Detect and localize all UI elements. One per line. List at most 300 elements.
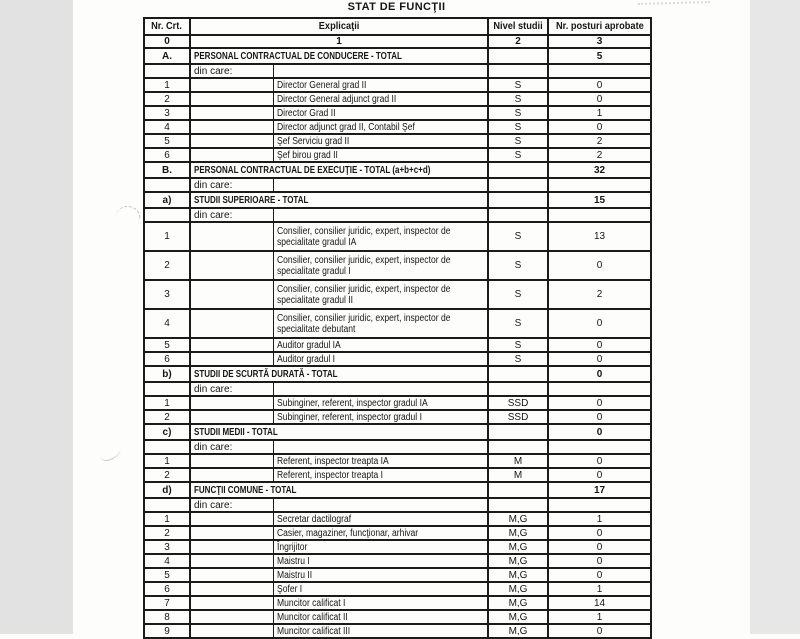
- table-row: [144, 498, 651, 512]
- study-level-cell: [488, 280, 548, 309]
- approved-posts-cell: [548, 251, 651, 280]
- explanation-cell: [273, 352, 488, 366]
- study-level-cell-text: M,G: [508, 597, 528, 609]
- explanation-cell-text: PERSONAL CONTRACTUAL DE CONDUCERE - TOTAL: [194, 50, 402, 62]
- row-number-cell: [144, 582, 190, 596]
- scan-margin-right: [750, 0, 800, 634]
- explanation-cell-text: Casier, magaziner, funcţionar, arhivar: [276, 527, 418, 539]
- row-number-cell-text: 8: [164, 611, 170, 623]
- approved-posts-cell: [548, 92, 651, 106]
- approved-posts-cell: [548, 64, 651, 78]
- study-level-cell: [488, 568, 548, 582]
- approved-posts-cell-text: 0: [596, 555, 603, 567]
- row-number-cell: [144, 596, 190, 610]
- row-number-cell-text: 6: [164, 583, 170, 595]
- explanation-cell-text: Secretar dactilograf: [276, 513, 351, 525]
- study-level-cell: [488, 382, 548, 396]
- approved-posts-cell: [548, 338, 651, 352]
- row-number-cell-text: 1: [164, 397, 170, 409]
- row-number-cell-text: B.: [162, 164, 172, 176]
- indent-cell: [190, 610, 273, 624]
- study-level-cell: [488, 64, 548, 78]
- approved-posts-cell: [548, 512, 651, 526]
- approved-posts-cell-text: 2: [596, 289, 603, 300]
- explanation-cell-text: Consilier, consilier juridic, expert, inspector de specialitate debutant: [276, 312, 450, 335]
- approved-posts-cell-text: 2: [596, 149, 603, 161]
- study-level-cell: [488, 222, 548, 251]
- approved-posts-cell-text: 0: [596, 527, 603, 539]
- explanation-cell: [190, 366, 488, 382]
- row-number-cell: [144, 454, 190, 468]
- indent-cell: [190, 338, 273, 352]
- row-number-cell: [144, 148, 190, 162]
- din-care-cell: [190, 178, 273, 192]
- approved-posts-cell-text: 1: [596, 583, 603, 595]
- din-care-cell: [190, 440, 273, 454]
- study-level-cell-text: S: [514, 107, 522, 119]
- table-row: [144, 624, 651, 638]
- indent-cell: [190, 410, 273, 424]
- table-row: [144, 48, 651, 64]
- study-level-cell-text: M,G: [508, 583, 528, 595]
- row-number-cell-text: 5: [164, 339, 170, 351]
- table-row: [144, 352, 651, 366]
- study-level-cell-text: M,G: [508, 527, 528, 539]
- explanation-cell: [273, 222, 488, 251]
- approved-posts-cell-text: 1: [596, 513, 603, 525]
- col-header-label: Nivel studii: [493, 20, 543, 32]
- approved-posts-cell-text: 0: [596, 625, 603, 637]
- table-row: [144, 454, 651, 468]
- din-care-cell: [190, 64, 273, 78]
- approved-posts-cell: [548, 482, 651, 498]
- table-row: [144, 582, 651, 596]
- study-level-cell: [488, 92, 548, 106]
- study-level-cell: [488, 482, 548, 498]
- table-row: [144, 610, 651, 624]
- row-number-cell-text: 4: [164, 555, 170, 567]
- approved-posts-cell: [548, 106, 651, 120]
- approved-posts-cell: [548, 498, 651, 512]
- explanation-cell: [273, 251, 488, 280]
- table-row: [144, 148, 651, 162]
- staff-table: [143, 17, 652, 639]
- explanation-cell: [273, 512, 488, 526]
- index-cell: 3: [548, 35, 651, 48]
- study-level-cell: [488, 78, 548, 92]
- study-level-cell-text: S: [514, 231, 522, 242]
- table-row: [144, 106, 651, 120]
- approved-posts-cell-text: 0: [596, 426, 603, 438]
- row-number-cell: [144, 208, 190, 222]
- row-number-cell-text: 1: [164, 231, 170, 242]
- col-header-label: Nr. posturi aprobate: [556, 20, 644, 32]
- approved-posts-cell-text: 0: [596, 368, 603, 380]
- explanation-cell-text: FUNCŢII COMUNE - TOTAL: [194, 484, 297, 496]
- explanation-cell-text: Muncitor calificat III: [276, 625, 350, 637]
- table-row: [144, 309, 651, 338]
- study-level-cell: [488, 498, 548, 512]
- row-number-cell: [144, 366, 190, 382]
- approved-posts-cell: [548, 78, 651, 92]
- explanation-cell: [273, 148, 488, 162]
- approved-posts-cell-text: 1: [596, 107, 603, 119]
- index-cell: 1: [190, 35, 488, 48]
- row-number-cell: [144, 251, 190, 280]
- study-level-cell-text: M: [513, 455, 523, 467]
- row-number-cell: [144, 192, 190, 208]
- explanation-cell-text: Subinginer, referent, inspector gradul IA: [276, 397, 428, 409]
- table-row: [144, 134, 651, 148]
- table-row: [144, 512, 651, 526]
- din-care-cell-text: din care:: [194, 441, 233, 453]
- indent-cell: [190, 134, 273, 148]
- pencil-mark: [115, 205, 141, 220]
- table-row: [144, 410, 651, 424]
- study-level-cell: [488, 120, 548, 134]
- row-number-cell-text: 3: [164, 289, 170, 300]
- explanation-cell: [273, 596, 488, 610]
- table-row: [144, 424, 651, 440]
- explanation-cell: [273, 396, 488, 410]
- study-level-cell: [488, 468, 548, 482]
- study-level-cell-text: M,G: [508, 541, 528, 553]
- indent-cell: [190, 222, 273, 251]
- table-row: [144, 568, 651, 582]
- indent-cell: [190, 148, 273, 162]
- approved-posts-cell: [548, 208, 651, 222]
- study-level-cell: [488, 440, 548, 454]
- row-number-cell-text: 1: [164, 455, 170, 467]
- study-level-cell-text: S: [514, 318, 522, 329]
- approved-posts-cell: [548, 582, 651, 596]
- explanation-cell-text: Director General adjunct grad II: [276, 93, 396, 105]
- approved-posts-cell-text: 5: [596, 50, 603, 62]
- indent-cell: [190, 454, 273, 468]
- din-care-cell: [190, 208, 273, 222]
- din-care-cell-text: din care:: [194, 65, 233, 77]
- explanation-cell: [273, 526, 488, 540]
- table-row: [144, 366, 651, 382]
- table-row: [144, 92, 651, 106]
- study-level-cell: [488, 192, 548, 208]
- approved-posts-cell: [548, 526, 651, 540]
- explanation-cell: [273, 78, 488, 92]
- table-row: [144, 251, 651, 280]
- row-number-cell-text: 7: [164, 597, 170, 609]
- row-number-cell: [144, 106, 190, 120]
- explanation-cell-text: Director adjunct grad II, Contabil Şef: [276, 121, 415, 133]
- approved-posts-cell: [548, 120, 651, 134]
- page-title: STAT DE FUNCŢII: [347, 1, 446, 13]
- explanation-cell-text: STUDII DE SCURTĂ DURATĂ - TOTAL: [194, 368, 338, 380]
- study-level-cell-text: S: [514, 93, 522, 105]
- row-number-cell-text: 3: [164, 107, 170, 119]
- approved-posts-cell: [548, 148, 651, 162]
- row-number-cell: [144, 352, 190, 366]
- row-number-cell: [144, 280, 190, 309]
- study-level-cell: [488, 410, 548, 424]
- study-level-cell-text: S: [514, 149, 522, 161]
- approved-posts-cell-text: 1: [596, 611, 603, 623]
- study-level-cell-text: M: [513, 469, 523, 481]
- explanation-cell-text: PERSONAL CONTRACTUAL DE EXECUŢIE - TOTAL (a+b+c+d): [194, 164, 431, 176]
- row-number-cell: [144, 48, 190, 64]
- study-level-cell: [488, 624, 548, 638]
- explanation-cell: [190, 48, 488, 64]
- row-number-cell-text: 6: [164, 149, 170, 161]
- study-level-cell: [488, 526, 548, 540]
- din-care-cell-text: din care:: [194, 499, 233, 511]
- row-number-cell-text: 5: [164, 569, 170, 581]
- col-header-label: Nr. Crt.: [151, 20, 183, 32]
- approved-posts-cell: [548, 280, 651, 309]
- row-number-cell-text: d): [162, 484, 172, 496]
- indent-cell: [190, 512, 273, 526]
- explanation-cell: [273, 208, 488, 222]
- table-row: [144, 222, 651, 251]
- approved-posts-cell-text: 13: [593, 231, 606, 242]
- explanation-cell: [273, 582, 488, 596]
- explanation-cell-text: Consilier, consilier juridic, expert, inspector de specialitate gradul IA: [276, 225, 450, 248]
- study-level-cell: [488, 596, 548, 610]
- study-level-cell-text: S: [514, 289, 522, 300]
- header-row: [144, 18, 651, 35]
- approved-posts-cell-text: 0: [596, 93, 603, 105]
- explanation-cell-text: Maistru I: [276, 555, 310, 567]
- indent-cell: [190, 540, 273, 554]
- explanation-cell: [190, 424, 488, 440]
- index-cell: 0: [144, 35, 190, 48]
- explanation-cell: [190, 192, 488, 208]
- explanation-cell: [273, 610, 488, 624]
- row-number-cell-text: 2: [164, 527, 170, 539]
- row-number-cell-text: 1: [164, 513, 170, 525]
- row-number-cell-text: c): [162, 426, 172, 438]
- approved-posts-cell: [548, 352, 651, 366]
- study-level-cell: [488, 251, 548, 280]
- indent-cell: [190, 554, 273, 568]
- col-header-explicatii: [190, 18, 488, 35]
- row-number-cell-text: 9: [164, 625, 170, 637]
- table-body: [144, 48, 651, 638]
- explanation-cell-text: Director General grad II: [276, 79, 366, 91]
- indent-cell: [190, 468, 273, 482]
- table-row: [144, 482, 651, 498]
- table-row: [144, 162, 651, 178]
- study-level-cell: [488, 540, 548, 554]
- approved-posts-cell: [548, 309, 651, 338]
- study-level-cell: [488, 454, 548, 468]
- explanation-cell: [273, 498, 488, 512]
- approved-posts-cell: [548, 610, 651, 624]
- table-row: [144, 208, 651, 222]
- row-number-cell-text: 2: [164, 469, 170, 481]
- explanation-cell: [273, 454, 488, 468]
- approved-posts-cell: [548, 554, 651, 568]
- study-level-cell-text: SSD: [507, 411, 529, 423]
- approved-posts-cell-text: 0: [596, 339, 603, 351]
- row-number-cell: [144, 482, 190, 498]
- study-level-cell: [488, 178, 548, 192]
- explanation-cell-text: STUDII MEDII - TOTAL: [194, 426, 278, 438]
- explanation-cell: [190, 482, 488, 498]
- approved-posts-cell: [548, 192, 651, 208]
- row-number-cell: [144, 64, 190, 78]
- row-number-cell: [144, 410, 190, 424]
- explanation-cell-text: Şofer I: [276, 583, 302, 595]
- study-level-cell-text: SSD: [507, 397, 529, 409]
- explanation-cell: [190, 162, 488, 178]
- row-number-cell: [144, 624, 190, 638]
- explanation-cell-text: Şef Serviciu grad II: [276, 135, 349, 147]
- row-number-cell: [144, 498, 190, 512]
- approved-posts-cell: [548, 440, 651, 454]
- din-care-cell-text: din care:: [194, 179, 233, 191]
- row-number-cell: [144, 468, 190, 482]
- approved-posts-cell: [548, 540, 651, 554]
- approved-posts-cell: [548, 178, 651, 192]
- study-level-cell: [488, 338, 548, 352]
- explanation-cell: [273, 382, 488, 396]
- study-level-cell-text: M,G: [508, 513, 528, 525]
- study-level-cell: [488, 554, 548, 568]
- table-row: [144, 120, 651, 134]
- approved-posts-cell: [548, 424, 651, 440]
- row-number-cell-text: 2: [164, 260, 170, 271]
- approved-posts-cell-text: 0: [596, 79, 603, 91]
- approved-posts-cell-text: 2: [596, 135, 603, 147]
- row-number-cell: [144, 134, 190, 148]
- approved-posts-cell-text: 14: [593, 597, 606, 609]
- indent-cell: [190, 596, 273, 610]
- row-number-cell-text: a): [162, 194, 172, 206]
- study-level-cell: [488, 134, 548, 148]
- table-row: [144, 468, 651, 482]
- explanation-cell: [273, 178, 488, 192]
- row-number-cell: [144, 92, 190, 106]
- row-number-cell-text: 5: [164, 135, 170, 147]
- table-row: [144, 382, 651, 396]
- explanation-cell: [273, 410, 488, 424]
- col-header-nr-crt: [144, 18, 190, 35]
- study-level-cell-text: M,G: [508, 555, 528, 567]
- study-level-cell: [488, 366, 548, 382]
- indent-cell: [190, 396, 273, 410]
- din-care-cell-text: din care:: [194, 383, 233, 395]
- approved-posts-cell: [548, 382, 651, 396]
- approved-posts-cell-text: 0: [596, 455, 603, 467]
- study-level-cell: [488, 396, 548, 410]
- approved-posts-cell: [548, 222, 651, 251]
- approved-posts-cell: [548, 134, 651, 148]
- explanation-cell: [273, 624, 488, 638]
- approved-posts-cell-text: 0: [596, 260, 603, 271]
- indent-cell: [190, 120, 273, 134]
- approved-posts-cell-text: 32: [593, 164, 606, 176]
- study-level-cell-text: S: [514, 339, 522, 351]
- approved-posts-cell-text: 17: [593, 484, 606, 496]
- study-level-cell-text: M,G: [508, 569, 528, 581]
- row-number-cell-text: 6: [164, 353, 170, 365]
- explanation-cell: [273, 440, 488, 454]
- study-level-cell-text: M,G: [508, 611, 528, 623]
- row-number-cell-text: 3: [164, 541, 170, 553]
- table-row: [144, 338, 651, 352]
- approved-posts-cell-text: 0: [596, 411, 603, 423]
- explanation-cell: [273, 338, 488, 352]
- din-care-cell-text: din care:: [194, 209, 233, 221]
- row-number-cell: [144, 222, 190, 251]
- explanation-cell-text: Muncitor calificat I: [276, 597, 345, 609]
- approved-posts-cell: [548, 366, 651, 382]
- table-row: [144, 526, 651, 540]
- row-number-cell-text: 2: [164, 93, 170, 105]
- row-number-cell: [144, 440, 190, 454]
- approved-posts-cell: [548, 468, 651, 482]
- row-number-cell: [144, 610, 190, 624]
- indent-cell: [190, 582, 273, 596]
- pencil-mark: [99, 447, 123, 463]
- row-number-cell: [144, 526, 190, 540]
- approved-posts-cell-text: 0: [596, 397, 603, 409]
- explanation-cell-text: Auditor gradul I: [276, 353, 335, 365]
- din-care-cell: [190, 498, 273, 512]
- explanation-cell: [273, 134, 488, 148]
- approved-posts-cell: [548, 396, 651, 410]
- explanation-cell: [273, 92, 488, 106]
- table-row: [144, 396, 651, 410]
- table-row: [144, 78, 651, 92]
- study-level-cell: [488, 352, 548, 366]
- explanation-cell-text: Muncitor calificat II: [276, 611, 348, 623]
- row-number-cell-text: b): [162, 368, 172, 380]
- row-number-cell-text: 4: [164, 318, 170, 329]
- scan-margin-left: [0, 0, 73, 634]
- col-header-posturi-aprobate: [548, 18, 651, 35]
- approved-posts-cell-text: 0: [596, 121, 603, 133]
- indent-cell: [190, 352, 273, 366]
- row-number-cell: [144, 178, 190, 192]
- row-number-cell: [144, 512, 190, 526]
- study-level-cell: [488, 424, 548, 440]
- study-level-cell-text: S: [514, 353, 522, 365]
- explanation-cell-text: Referent, inspector treapta I: [276, 469, 383, 481]
- explanation-cell-text: Subinginer, referent, inspector gradul I: [276, 411, 422, 423]
- approved-posts-cell-text: 0: [596, 469, 603, 481]
- approved-posts-cell-text: 0: [596, 318, 603, 329]
- explanation-cell: [273, 468, 488, 482]
- approved-posts-cell-text: 15: [593, 194, 606, 206]
- approved-posts-cell-text: 0: [596, 541, 603, 553]
- explanation-cell-text: Consilier, consilier juridic, expert, inspector de specialitate gradul II: [276, 283, 450, 306]
- explanation-cell: [273, 64, 488, 78]
- explanation-cell: [273, 106, 488, 120]
- explanation-cell-text: Consilier, consilier juridic, expert, inspector de specialitate gradul I: [276, 254, 450, 277]
- explanation-cell: [273, 120, 488, 134]
- study-level-cell-text: S: [514, 121, 522, 133]
- index-cell: 2: [488, 35, 548, 48]
- explanation-cell: [273, 568, 488, 582]
- approved-posts-cell: [548, 596, 651, 610]
- indent-cell: [190, 568, 273, 582]
- row-number-cell-text: 4: [164, 121, 170, 133]
- approved-posts-cell-text: 0: [596, 569, 603, 581]
- row-number-cell-text: 2: [164, 411, 170, 423]
- din-care-cell: [190, 382, 273, 396]
- study-level-cell: [488, 106, 548, 120]
- column-index-row: [144, 35, 651, 48]
